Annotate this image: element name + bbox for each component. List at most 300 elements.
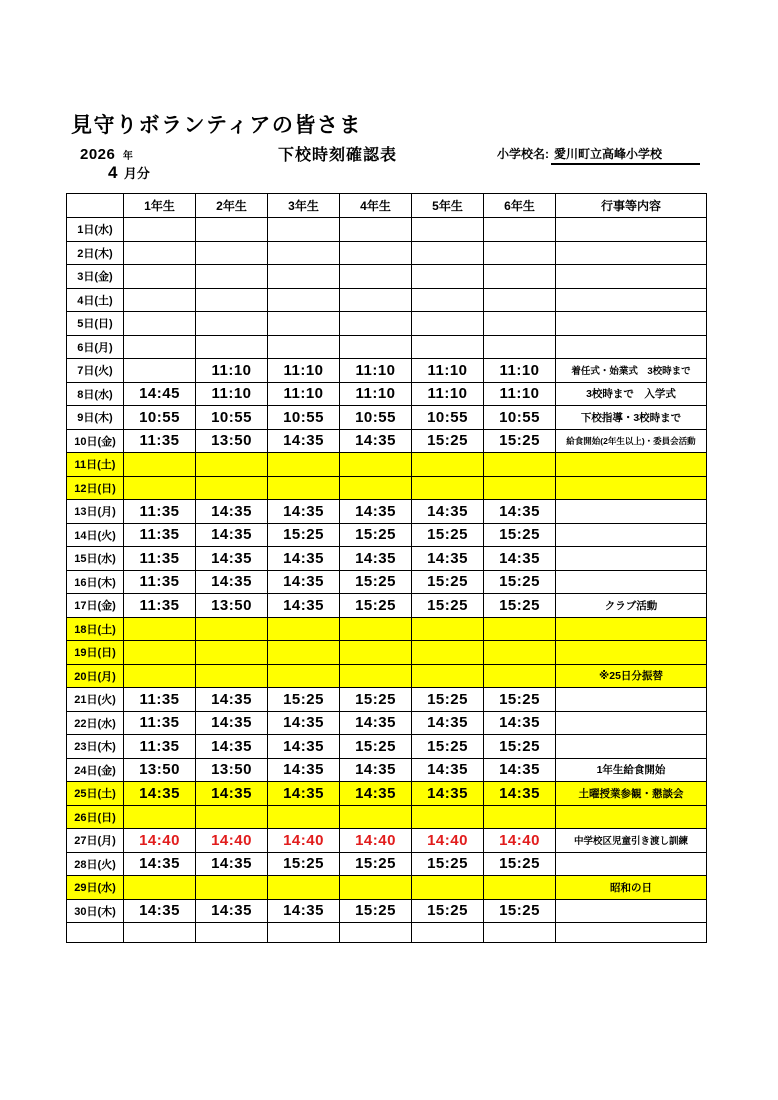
time-cell: 14:35 bbox=[340, 711, 412, 735]
time-cell: 13:50 bbox=[196, 758, 268, 782]
table-row bbox=[67, 829, 707, 853]
time-cell: 14:35 bbox=[412, 711, 484, 735]
table-row bbox=[67, 523, 707, 547]
table-row bbox=[67, 782, 707, 806]
time-cell: 11:10 bbox=[412, 382, 484, 406]
event-cell: 1年生給食開始 bbox=[556, 758, 707, 782]
doc-title: 下校時刻確認表 bbox=[278, 147, 398, 164]
event-cell bbox=[556, 735, 707, 759]
table-row bbox=[67, 265, 707, 289]
time-cell bbox=[340, 335, 412, 359]
table-row bbox=[67, 312, 707, 336]
time-cell bbox=[124, 359, 196, 383]
time-cell: 15:25 bbox=[340, 523, 412, 547]
time-cell: 15:25 bbox=[412, 735, 484, 759]
event-cell: 下校指導・3校時まで bbox=[556, 406, 707, 430]
event-cell bbox=[556, 241, 707, 265]
time-cell: 15:25 bbox=[340, 570, 412, 594]
time-cell: 15:25 bbox=[484, 429, 556, 453]
date-cell: 24日(金) bbox=[67, 758, 124, 782]
table-row bbox=[67, 406, 707, 430]
time-cell: 15:25 bbox=[484, 688, 556, 712]
time-cell bbox=[484, 288, 556, 312]
event-column-header: 行事等内容 bbox=[556, 194, 707, 218]
time-cell bbox=[268, 923, 340, 943]
table-row bbox=[67, 359, 707, 383]
time-cell bbox=[412, 664, 484, 688]
event-cell bbox=[556, 688, 707, 712]
time-cell bbox=[268, 805, 340, 829]
time-cell bbox=[124, 218, 196, 242]
date-cell: 27日(月) bbox=[67, 829, 124, 853]
time-cell bbox=[124, 805, 196, 829]
event-cell bbox=[556, 852, 707, 876]
time-cell bbox=[412, 265, 484, 289]
time-cell: 15:25 bbox=[340, 735, 412, 759]
time-cell: 14:35 bbox=[124, 899, 196, 923]
date-cell: 14日(火) bbox=[67, 523, 124, 547]
time-cell bbox=[268, 335, 340, 359]
table-row bbox=[67, 641, 707, 665]
time-cell bbox=[124, 617, 196, 641]
time-cell bbox=[268, 617, 340, 641]
date-cell: 19日(日) bbox=[67, 641, 124, 665]
date-cell: 5日(日) bbox=[67, 312, 124, 336]
time-cell: 14:45 bbox=[124, 382, 196, 406]
time-cell bbox=[268, 453, 340, 477]
table-row bbox=[67, 923, 707, 943]
table-row bbox=[67, 382, 707, 406]
time-cell bbox=[484, 335, 556, 359]
time-cell bbox=[484, 641, 556, 665]
time-cell: 14:40 bbox=[412, 829, 484, 853]
school-name-value: 愛川町立高峰小学校 bbox=[551, 147, 700, 165]
time-cell bbox=[196, 476, 268, 500]
time-cell: 14:35 bbox=[268, 899, 340, 923]
time-cell: 14:35 bbox=[196, 711, 268, 735]
date-cell: 3日(金) bbox=[67, 265, 124, 289]
time-cell: 11:10 bbox=[412, 359, 484, 383]
time-cell bbox=[340, 476, 412, 500]
time-cell bbox=[124, 241, 196, 265]
time-cell bbox=[412, 288, 484, 312]
time-cell: 14:35 bbox=[340, 758, 412, 782]
time-cell bbox=[268, 476, 340, 500]
time-cell bbox=[196, 335, 268, 359]
time-cell: 14:35 bbox=[196, 899, 268, 923]
table-row bbox=[67, 500, 707, 524]
time-cell: 11:10 bbox=[196, 382, 268, 406]
date-cell: 25日(土) bbox=[67, 782, 124, 806]
time-cell: 10:55 bbox=[196, 406, 268, 430]
time-cell: 15:25 bbox=[484, 523, 556, 547]
time-cell bbox=[340, 617, 412, 641]
time-cell: 15:25 bbox=[268, 852, 340, 876]
time-cell: 14:35 bbox=[124, 852, 196, 876]
time-cell: 10:55 bbox=[484, 406, 556, 430]
time-cell bbox=[124, 288, 196, 312]
table-body bbox=[67, 218, 707, 943]
table-row bbox=[67, 570, 707, 594]
time-cell: 11:10 bbox=[484, 359, 556, 383]
table-row bbox=[67, 688, 707, 712]
table-row bbox=[67, 664, 707, 688]
time-cell: 15:25 bbox=[484, 570, 556, 594]
date-cell: 23日(木) bbox=[67, 735, 124, 759]
time-cell: 11:35 bbox=[124, 570, 196, 594]
time-cell bbox=[484, 241, 556, 265]
time-cell bbox=[412, 218, 484, 242]
event-cell: 中学校区児童引き渡し訓練 bbox=[556, 829, 707, 853]
event-cell: 3校時まで 入学式 bbox=[556, 382, 707, 406]
time-cell: 14:35 bbox=[196, 523, 268, 547]
time-cell bbox=[196, 617, 268, 641]
time-cell bbox=[484, 876, 556, 900]
date-cell: 26日(日) bbox=[67, 805, 124, 829]
date-cell: 29日(水) bbox=[67, 876, 124, 900]
date-cell: 18日(土) bbox=[67, 617, 124, 641]
event-cell: 昭和の日 bbox=[556, 876, 707, 900]
time-cell: 14:35 bbox=[268, 570, 340, 594]
time-cell bbox=[340, 923, 412, 943]
date-cell: 16日(木) bbox=[67, 570, 124, 594]
date-cell bbox=[67, 923, 124, 943]
time-cell: 11:35 bbox=[124, 523, 196, 547]
time-cell bbox=[340, 265, 412, 289]
time-cell bbox=[484, 265, 556, 289]
event-cell: 着任式・始業式 3校時まで bbox=[556, 359, 707, 383]
table-row bbox=[67, 453, 707, 477]
time-cell bbox=[412, 312, 484, 336]
time-cell bbox=[412, 476, 484, 500]
time-cell: 14:35 bbox=[196, 500, 268, 524]
date-cell: 12日(日) bbox=[67, 476, 124, 500]
time-cell bbox=[484, 218, 556, 242]
time-cell bbox=[412, 923, 484, 943]
time-cell: 14:35 bbox=[484, 500, 556, 524]
schedule-table bbox=[66, 193, 707, 943]
time-cell bbox=[484, 312, 556, 336]
event-cell: クラブ活動 bbox=[556, 594, 707, 618]
event-cell bbox=[556, 805, 707, 829]
table-row bbox=[67, 758, 707, 782]
event-cell: 土曜授業参観・懇談会 bbox=[556, 782, 707, 806]
event-cell bbox=[556, 312, 707, 336]
time-cell: 14:35 bbox=[268, 758, 340, 782]
time-cell: 14:35 bbox=[484, 547, 556, 571]
time-cell bbox=[196, 876, 268, 900]
time-cell: 10:55 bbox=[268, 406, 340, 430]
time-cell bbox=[340, 664, 412, 688]
time-cell: 11:35 bbox=[124, 711, 196, 735]
event-cell bbox=[556, 218, 707, 242]
time-cell: 11:35 bbox=[124, 735, 196, 759]
time-cell bbox=[124, 335, 196, 359]
year-line bbox=[80, 146, 133, 164]
event-cell bbox=[556, 288, 707, 312]
event-cell bbox=[556, 641, 707, 665]
time-cell: 15:25 bbox=[340, 688, 412, 712]
date-cell: 9日(木) bbox=[67, 406, 124, 430]
time-cell: 14:35 bbox=[196, 782, 268, 806]
table-row bbox=[67, 218, 707, 242]
table-row bbox=[67, 288, 707, 312]
time-cell bbox=[268, 241, 340, 265]
time-cell: 11:35 bbox=[124, 500, 196, 524]
time-cell: 13:50 bbox=[196, 429, 268, 453]
time-cell: 14:35 bbox=[196, 688, 268, 712]
year-unit-label: 年 bbox=[122, 151, 133, 162]
event-cell: 給食開始(2年生以上)・委員会活動 bbox=[556, 429, 707, 453]
school-name-line bbox=[497, 145, 700, 162]
time-cell: 15:25 bbox=[412, 899, 484, 923]
time-cell bbox=[268, 641, 340, 665]
time-cell bbox=[340, 312, 412, 336]
year-value: 2026 bbox=[80, 146, 116, 163]
time-cell bbox=[412, 805, 484, 829]
date-cell: 1日(水) bbox=[67, 218, 124, 242]
table-row bbox=[67, 735, 707, 759]
date-cell: 2日(木) bbox=[67, 241, 124, 265]
time-cell bbox=[196, 288, 268, 312]
time-cell: 11:10 bbox=[268, 382, 340, 406]
date-cell: 6日(月) bbox=[67, 335, 124, 359]
time-cell bbox=[268, 288, 340, 312]
time-cell: 14:35 bbox=[268, 547, 340, 571]
time-cell bbox=[484, 476, 556, 500]
page-title: 見守りボランティアの皆さま bbox=[71, 114, 362, 137]
date-cell: 22日(水) bbox=[67, 711, 124, 735]
table-row bbox=[67, 594, 707, 618]
table-row bbox=[67, 476, 707, 500]
time-cell bbox=[196, 805, 268, 829]
time-cell: 15:25 bbox=[340, 899, 412, 923]
time-cell: 15:25 bbox=[412, 570, 484, 594]
date-cell: 28日(火) bbox=[67, 852, 124, 876]
time-cell: 14:35 bbox=[196, 735, 268, 759]
time-cell: 14:35 bbox=[124, 782, 196, 806]
time-cell bbox=[124, 923, 196, 943]
event-cell bbox=[556, 711, 707, 735]
time-cell bbox=[196, 241, 268, 265]
time-cell: 14:40 bbox=[124, 829, 196, 853]
time-cell: 14:40 bbox=[484, 829, 556, 853]
date-cell: 8日(水) bbox=[67, 382, 124, 406]
time-cell bbox=[484, 617, 556, 641]
table-row bbox=[67, 335, 707, 359]
time-cell: 14:40 bbox=[340, 829, 412, 853]
table-row bbox=[67, 547, 707, 571]
time-cell: 15:25 bbox=[412, 688, 484, 712]
time-cell: 15:25 bbox=[484, 735, 556, 759]
time-cell bbox=[340, 805, 412, 829]
time-cell: 14:35 bbox=[268, 782, 340, 806]
time-cell: 14:35 bbox=[196, 570, 268, 594]
corner-header-cell bbox=[67, 194, 124, 218]
time-cell: 14:35 bbox=[340, 500, 412, 524]
time-cell bbox=[484, 453, 556, 477]
event-cell bbox=[556, 570, 707, 594]
date-cell: 20日(月) bbox=[67, 664, 124, 688]
date-cell: 10日(金) bbox=[67, 429, 124, 453]
event-cell bbox=[556, 547, 707, 571]
table-row bbox=[67, 241, 707, 265]
event-cell bbox=[556, 335, 707, 359]
time-cell: 11:10 bbox=[340, 359, 412, 383]
time-cell: 14:35 bbox=[196, 547, 268, 571]
time-cell: 15:25 bbox=[340, 594, 412, 618]
month-unit-label: 月分 bbox=[123, 166, 150, 181]
time-cell: 14:35 bbox=[412, 782, 484, 806]
time-cell bbox=[412, 641, 484, 665]
time-cell: 11:10 bbox=[196, 359, 268, 383]
time-cell bbox=[412, 453, 484, 477]
time-cell bbox=[340, 241, 412, 265]
time-cell: 15:25 bbox=[484, 594, 556, 618]
time-cell: 14:35 bbox=[484, 782, 556, 806]
time-cell bbox=[196, 923, 268, 943]
event-cell bbox=[556, 265, 707, 289]
time-cell bbox=[268, 664, 340, 688]
time-cell: 14:40 bbox=[196, 829, 268, 853]
time-cell bbox=[268, 312, 340, 336]
date-cell: 4日(土) bbox=[67, 288, 124, 312]
time-cell bbox=[268, 218, 340, 242]
time-cell bbox=[196, 453, 268, 477]
time-cell: 14:35 bbox=[268, 500, 340, 524]
grade-column-header: 3年生 bbox=[268, 194, 340, 218]
time-cell: 15:25 bbox=[484, 899, 556, 923]
grade-column-header: 6年生 bbox=[484, 194, 556, 218]
time-cell bbox=[124, 876, 196, 900]
table-row bbox=[67, 805, 707, 829]
event-cell bbox=[556, 923, 707, 943]
time-cell: 14:35 bbox=[484, 711, 556, 735]
grade-column-header: 5年生 bbox=[412, 194, 484, 218]
time-cell bbox=[124, 664, 196, 688]
time-cell: 13:50 bbox=[124, 758, 196, 782]
time-cell bbox=[196, 641, 268, 665]
month-line bbox=[108, 163, 150, 183]
time-cell: 14:35 bbox=[268, 429, 340, 453]
time-cell bbox=[412, 241, 484, 265]
time-cell bbox=[124, 476, 196, 500]
time-cell: 14:35 bbox=[412, 500, 484, 524]
time-cell: 15:25 bbox=[268, 688, 340, 712]
time-cell: 11:10 bbox=[268, 359, 340, 383]
time-cell bbox=[196, 312, 268, 336]
date-cell: 30日(木) bbox=[67, 899, 124, 923]
grade-column-header: 2年生 bbox=[196, 194, 268, 218]
event-cell bbox=[556, 899, 707, 923]
time-cell: 14:35 bbox=[484, 758, 556, 782]
time-cell: 11:35 bbox=[124, 594, 196, 618]
table-row bbox=[67, 876, 707, 900]
time-cell: 14:35 bbox=[340, 782, 412, 806]
time-cell bbox=[412, 617, 484, 641]
time-cell bbox=[268, 876, 340, 900]
event-cell bbox=[556, 523, 707, 547]
time-cell: 11:10 bbox=[484, 382, 556, 406]
time-cell: 14:35 bbox=[340, 429, 412, 453]
time-cell: 15:25 bbox=[484, 852, 556, 876]
time-cell: 15:25 bbox=[412, 594, 484, 618]
time-cell: 14:35 bbox=[268, 711, 340, 735]
table-row bbox=[67, 899, 707, 923]
time-cell bbox=[196, 664, 268, 688]
time-cell: 15:25 bbox=[412, 852, 484, 876]
time-cell: 11:10 bbox=[340, 382, 412, 406]
table-row bbox=[67, 617, 707, 641]
time-cell bbox=[484, 805, 556, 829]
time-cell: 14:35 bbox=[268, 735, 340, 759]
event-cell bbox=[556, 617, 707, 641]
time-cell bbox=[196, 265, 268, 289]
table-row bbox=[67, 852, 707, 876]
time-cell bbox=[340, 453, 412, 477]
time-cell bbox=[124, 312, 196, 336]
table-header-row bbox=[67, 194, 707, 218]
school-name-label: 小学校名: bbox=[497, 147, 549, 161]
time-cell: 11:35 bbox=[124, 688, 196, 712]
month-value: 4 bbox=[108, 163, 118, 182]
time-cell: 14:40 bbox=[268, 829, 340, 853]
time-cell bbox=[484, 664, 556, 688]
time-cell: 14:35 bbox=[268, 594, 340, 618]
date-cell: 21日(火) bbox=[67, 688, 124, 712]
grade-column-header: 1年生 bbox=[124, 194, 196, 218]
date-cell: 13日(月) bbox=[67, 500, 124, 524]
time-cell bbox=[124, 265, 196, 289]
time-cell: 15:25 bbox=[268, 523, 340, 547]
date-cell: 17日(金) bbox=[67, 594, 124, 618]
time-cell bbox=[124, 641, 196, 665]
time-cell bbox=[340, 288, 412, 312]
time-cell: 14:35 bbox=[196, 852, 268, 876]
time-cell bbox=[484, 923, 556, 943]
event-cell: ※25日分振替 bbox=[556, 664, 707, 688]
event-cell bbox=[556, 453, 707, 477]
time-cell: 14:35 bbox=[340, 547, 412, 571]
event-cell bbox=[556, 500, 707, 524]
time-cell: 10:55 bbox=[412, 406, 484, 430]
date-cell: 7日(火) bbox=[67, 359, 124, 383]
grade-column-header: 4年生 bbox=[340, 194, 412, 218]
time-cell: 11:35 bbox=[124, 429, 196, 453]
time-cell: 15:25 bbox=[412, 523, 484, 547]
time-cell: 10:55 bbox=[340, 406, 412, 430]
table-row bbox=[67, 429, 707, 453]
time-cell: 10:55 bbox=[124, 406, 196, 430]
date-cell: 15日(水) bbox=[67, 547, 124, 571]
time-cell bbox=[340, 876, 412, 900]
time-cell bbox=[196, 218, 268, 242]
time-cell: 14:35 bbox=[412, 758, 484, 782]
time-cell bbox=[340, 218, 412, 242]
time-cell: 14:35 bbox=[412, 547, 484, 571]
time-cell: 13:50 bbox=[196, 594, 268, 618]
time-cell: 15:25 bbox=[340, 852, 412, 876]
table-row bbox=[67, 711, 707, 735]
time-cell bbox=[268, 265, 340, 289]
time-cell bbox=[340, 641, 412, 665]
time-cell: 11:35 bbox=[124, 547, 196, 571]
time-cell bbox=[124, 453, 196, 477]
date-cell: 11日(土) bbox=[67, 453, 124, 477]
event-cell bbox=[556, 476, 707, 500]
time-cell bbox=[412, 335, 484, 359]
time-cell bbox=[412, 876, 484, 900]
